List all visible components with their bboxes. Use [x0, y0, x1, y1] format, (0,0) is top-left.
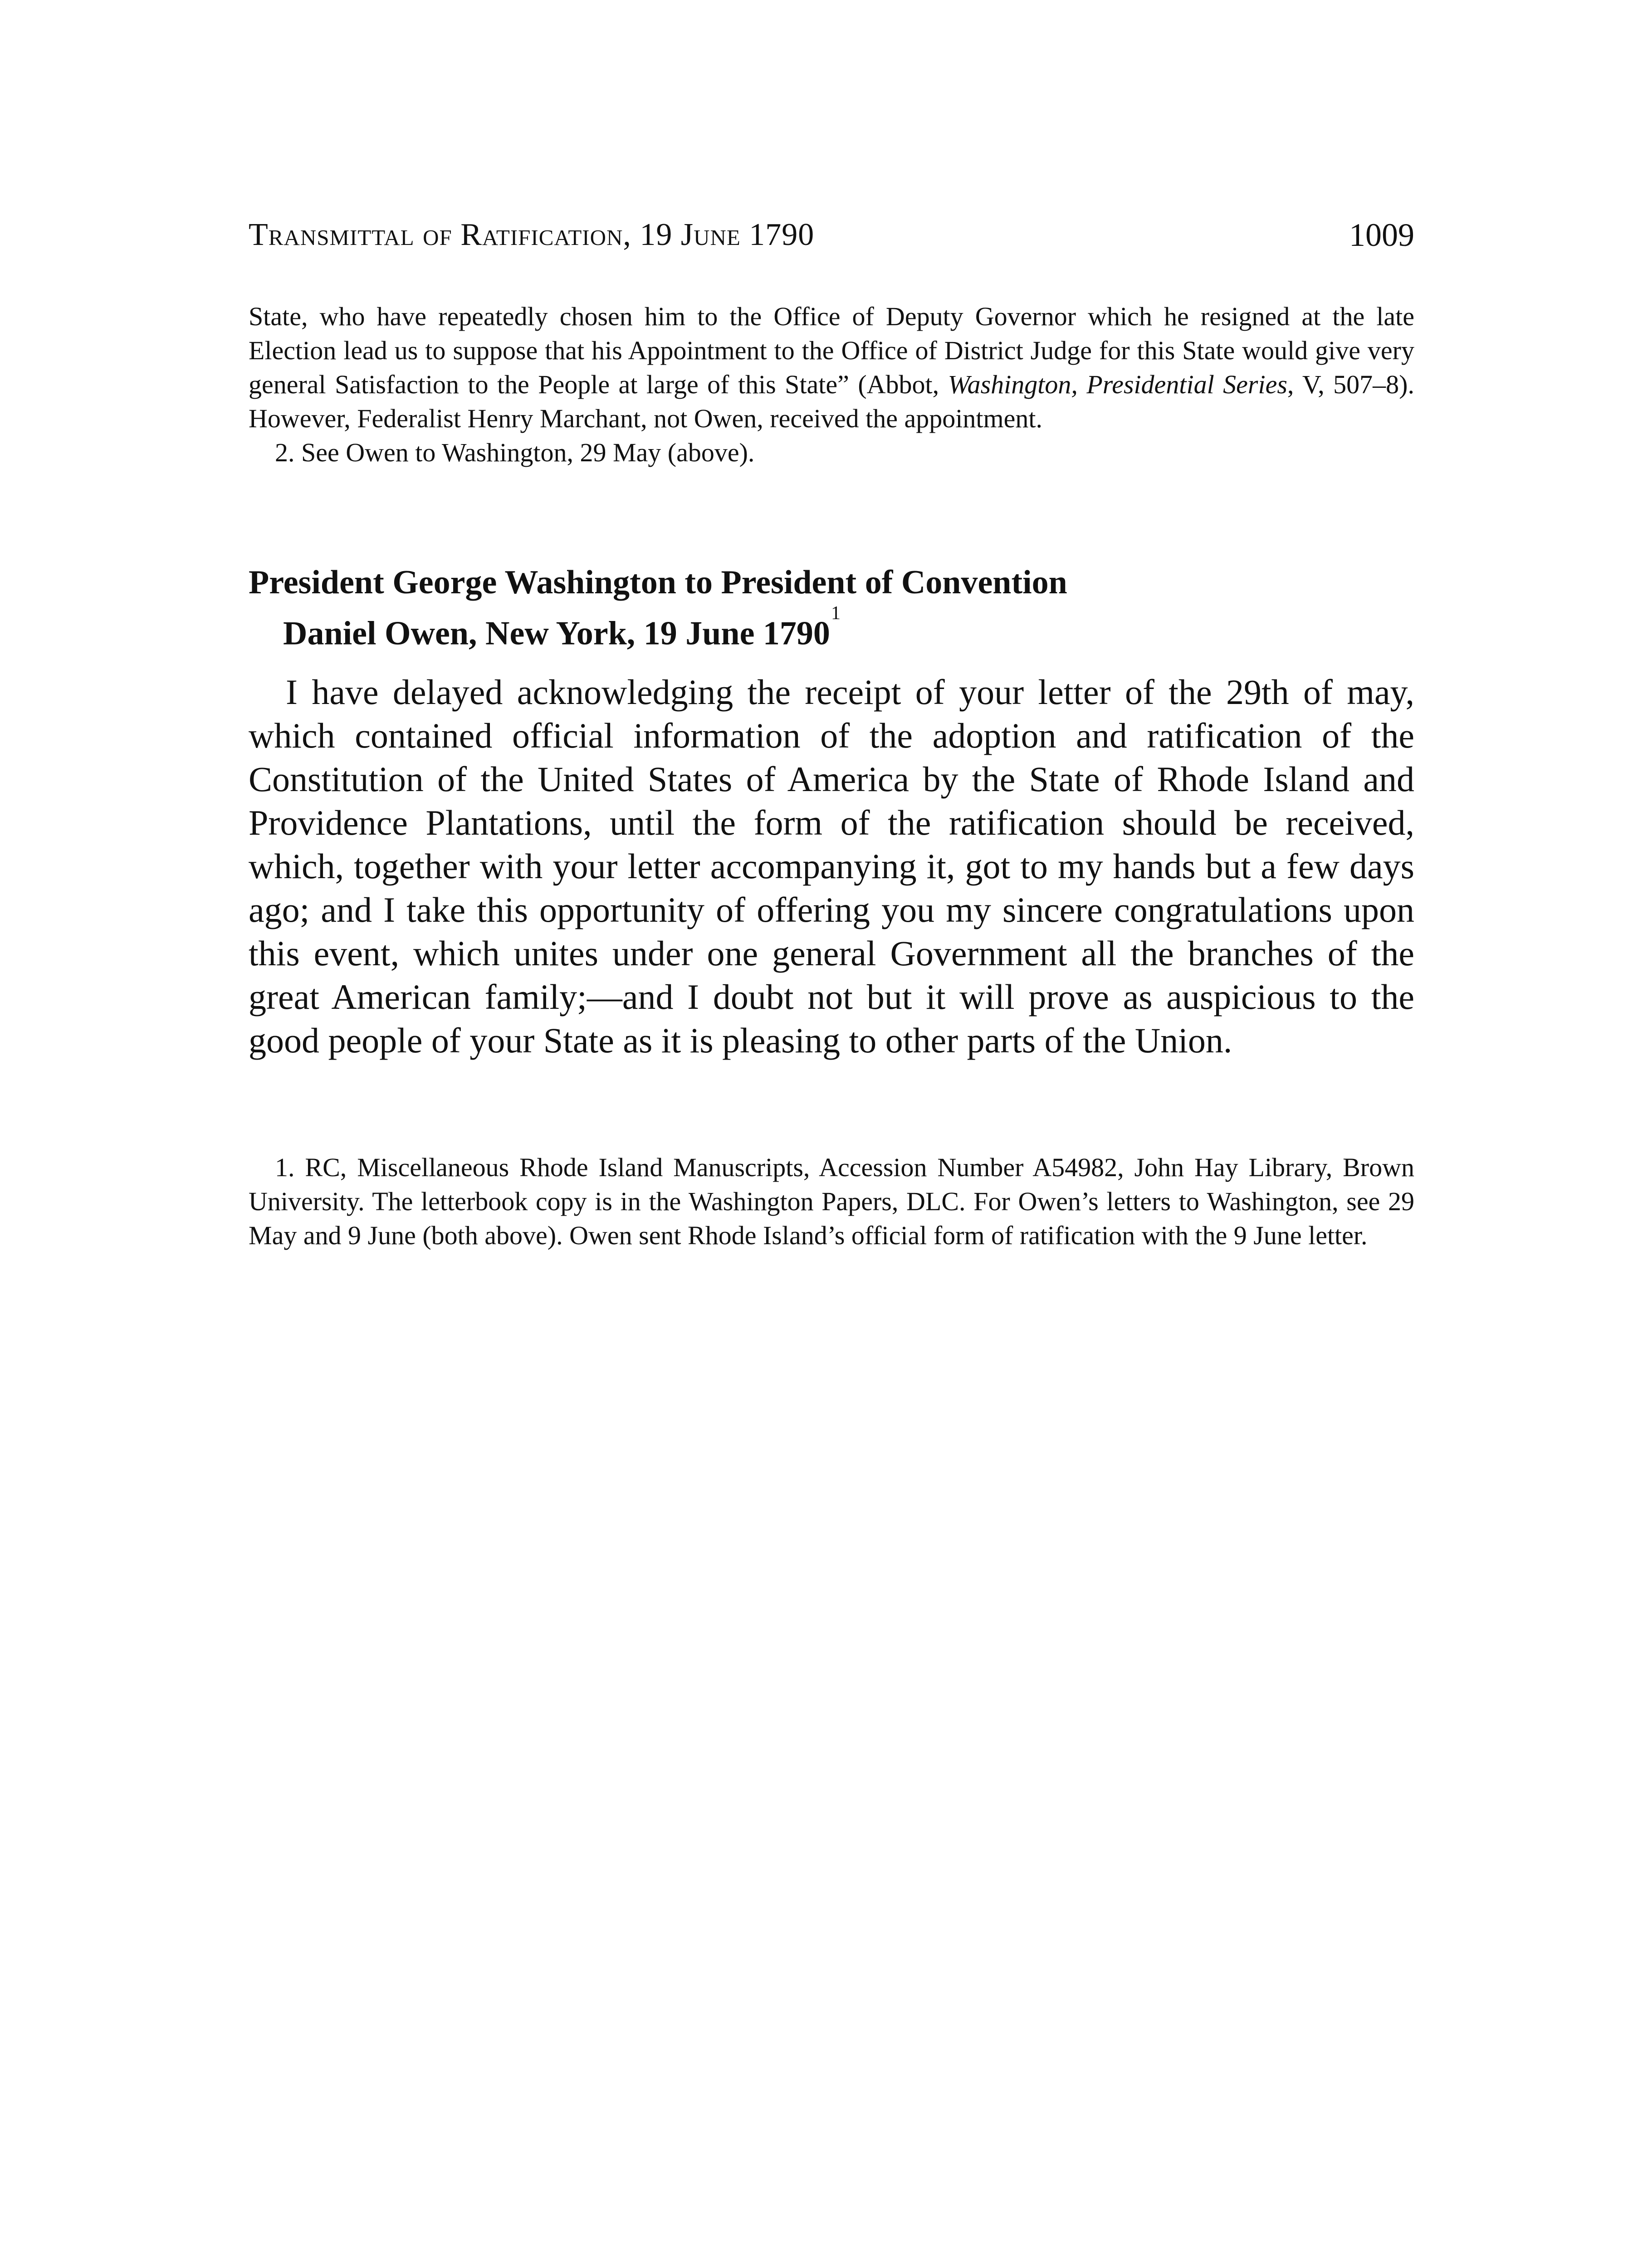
carryover-note-paragraph: [249, 299, 1414, 435]
footnote-marker: 1: [831, 603, 841, 624]
letter-body: [249, 670, 1414, 1062]
heading-line-2-text: Daniel Owen, New York, 19 June 1790: [283, 615, 830, 652]
heading-line-1: President George Washington to President of Convention: [249, 564, 1067, 601]
letter-paragraph: I have delayed acknowledging the receipt of your letter of the 29th of may, which contained official information of the adoption and ratification of the Constitution of the United States of America by the State of Rhode Island and Providence Plantations, until the form of the ratification should be received, which, together with your letter accompanying it, got to my hands but a few days ago; and I take this opportunity of offering you my sincere congratulations upon this event, which unites under one general Government all the branches of the great American family;—and I doubt not but it will prove as auspicious to the good people of your State as it is pleasing to other parts of the Union.: [249, 672, 1414, 1060]
footnote-1: 1. RC, Miscellaneous Rhode Island Manuscripts, Accession Number A54982, John Hay Library, Brown University. The letterbook copy is in the Washington Papers, DLC. For Owen’s letters to Washington, see 29 May and 9 June (both above). Owen sent Rhode Island’s official form of ratification with the 9 June letter.: [249, 1153, 1414, 1250]
heading-line-2: [249, 605, 1414, 656]
footnotes: [249, 1150, 1414, 1252]
page-number: 1009: [1349, 217, 1414, 253]
running-head: [249, 212, 1414, 262]
carryover-note-italic-title: Washington, Presidential Series: [948, 370, 1287, 399]
running-head-title: Transmittal of Ratification, 19 June 1790: [249, 217, 815, 252]
carryover-note-text-end: , V, 507–8). However, Federalist Henry Marchant, not Owen, received the appointment.: [249, 370, 1414, 433]
document-heading: [249, 560, 1414, 656]
carryover-note-text-start: State, who have repeatedly chosen him to the Office of Deputy Governor which he resigned at the late Election lead us to suppose that his Appointment to the Office of District Judge for this State would give very general Satisfaction to the People at large of this State” (Abbot,: [249, 302, 1414, 399]
note-2: 2. See Owen to Washington, 29 May (above).: [275, 438, 755, 467]
carryover-notes: [249, 299, 1414, 469]
